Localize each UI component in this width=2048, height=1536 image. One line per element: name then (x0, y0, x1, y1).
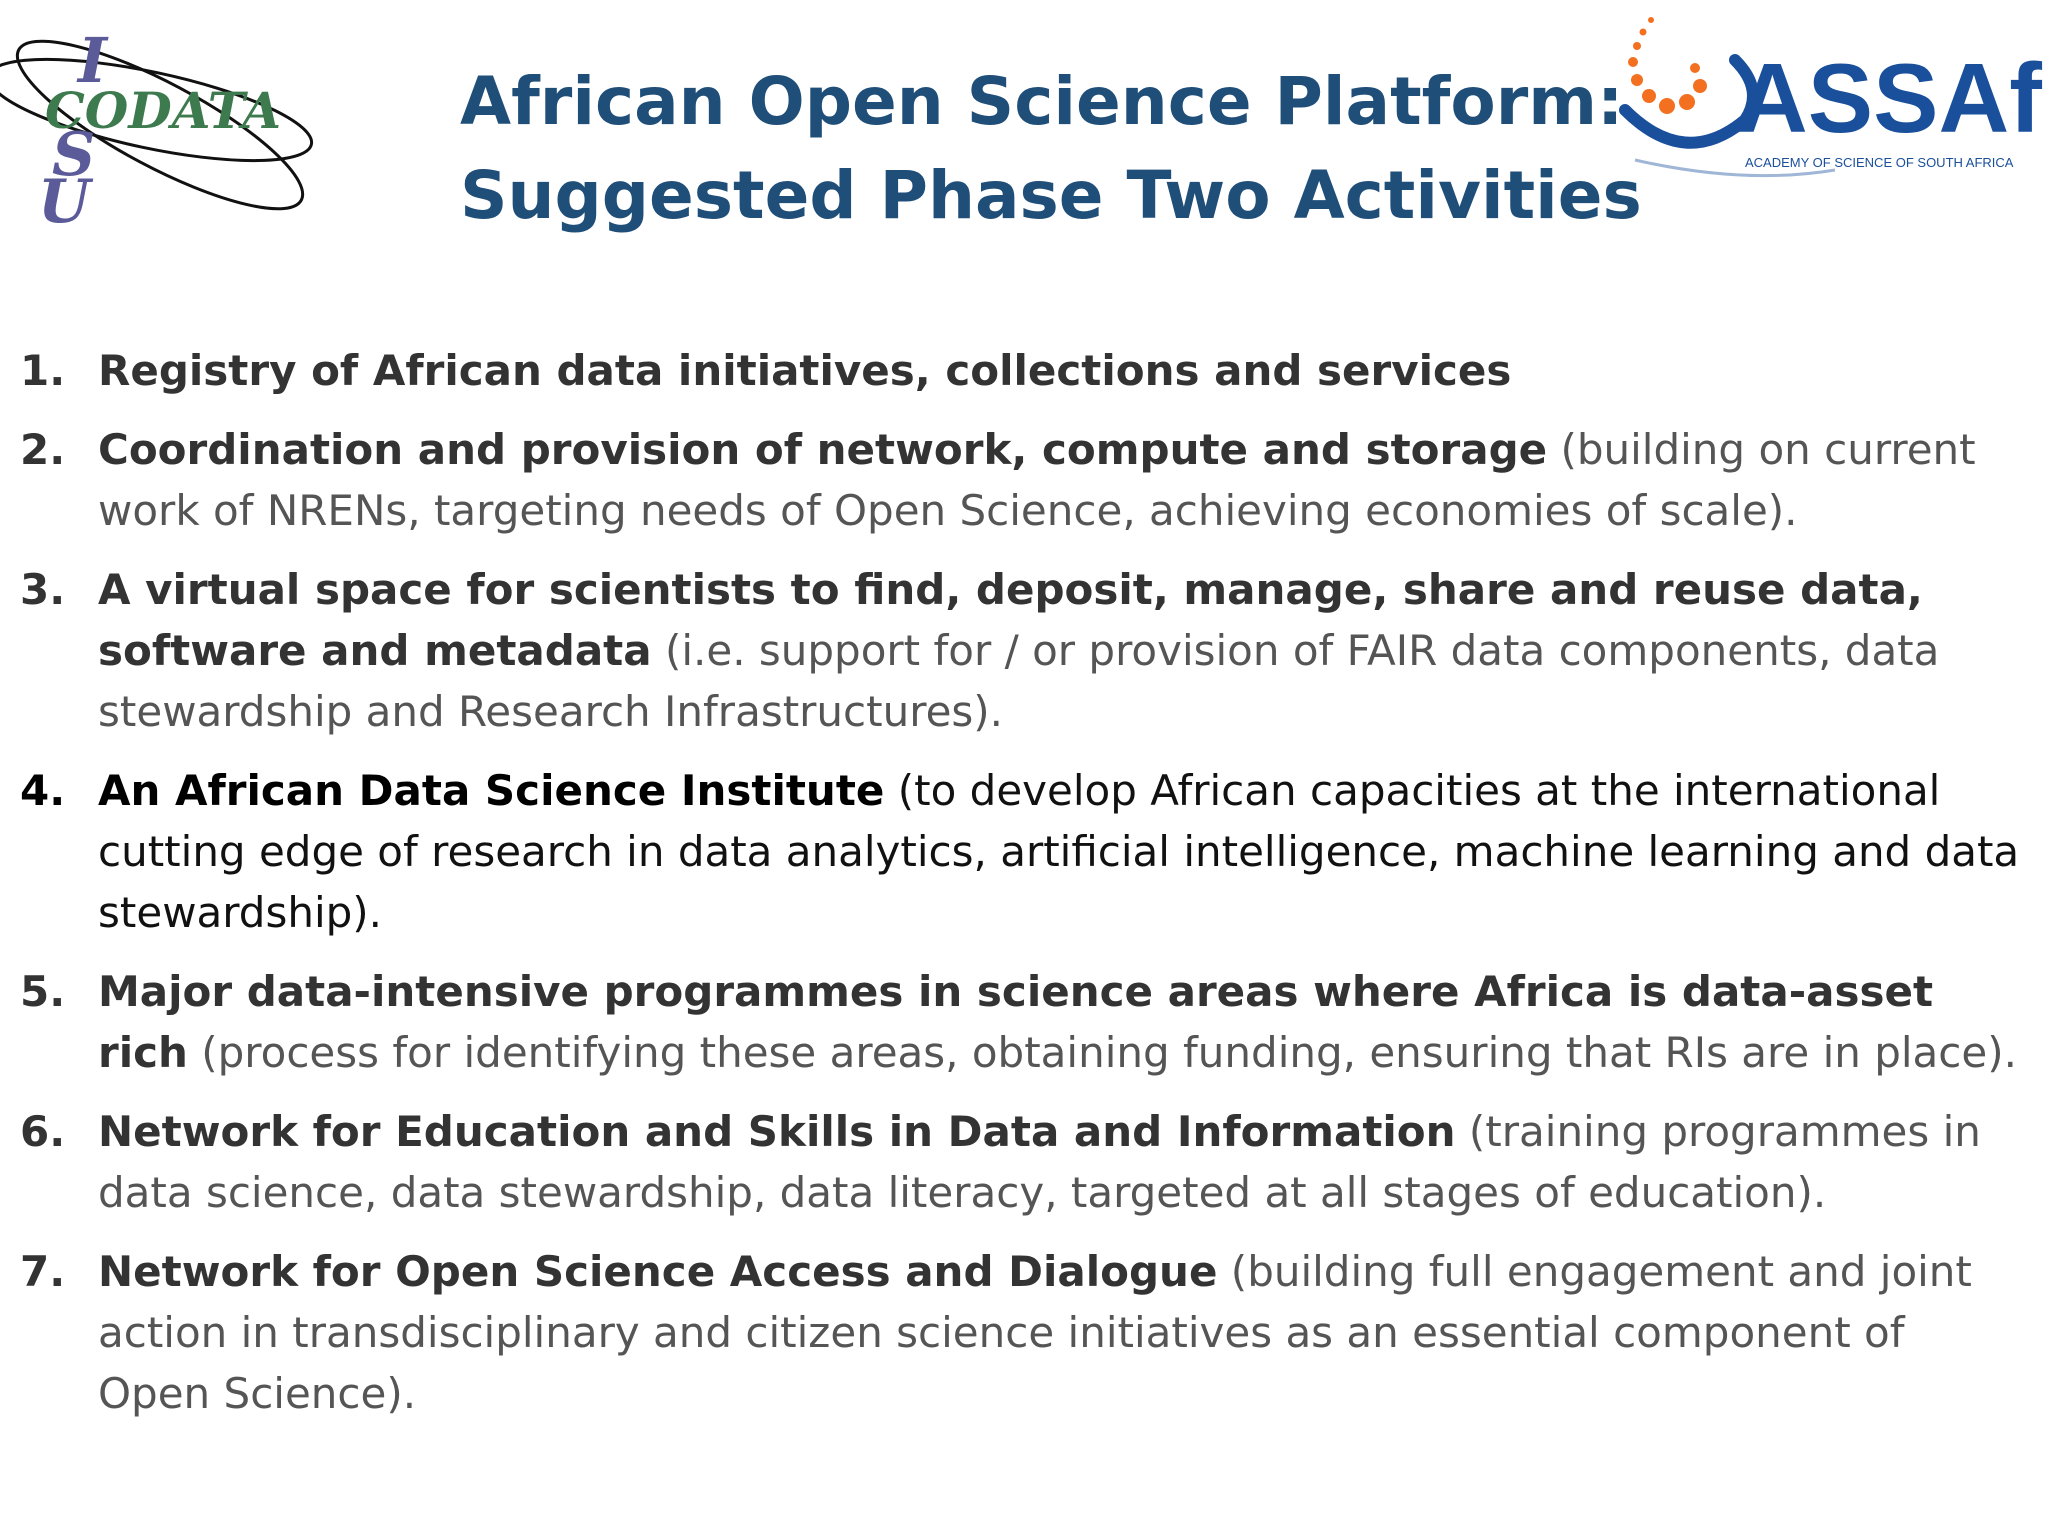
item-number: 2. (20, 425, 66, 474)
icsu-letter-u: U (38, 167, 91, 237)
list-item (20, 340, 2030, 401)
assaf-subtitle: ACADEMY OF SCIENCE OF SOUTH AFRICA (1745, 155, 2014, 170)
item-heading: An African Data Science Institute (98, 766, 885, 815)
title-line-1: African Open Science Platform: (460, 63, 1624, 140)
icsu-letter-i: I (78, 24, 108, 97)
icsu-codata-logo (0, 0, 320, 250)
item-number: 7. (20, 1247, 66, 1296)
codata-wordmark: CODATA (45, 81, 282, 140)
item-number: 6. (20, 1107, 66, 1156)
list-item (20, 760, 2030, 943)
list-item (20, 1101, 2030, 1223)
item-number: 3. (20, 565, 66, 614)
item-heading: Registry of African data initiatives, collections and services (98, 346, 1512, 395)
assaf-logo (1605, 10, 2045, 210)
item-heading: A virtual space for scientists to find, deposit, manage, share and reuse data, software and metadata (98, 565, 1923, 675)
list-item (20, 1241, 2030, 1424)
item-number: 4. (20, 766, 66, 815)
page-title (460, 55, 1642, 243)
item-heading: Coordination and provision of network, compute and storage (98, 425, 1548, 474)
item-heading: Network for Education and Skills in Data and Information (98, 1107, 1456, 1156)
assaf-dots-icon (1628, 17, 1707, 114)
item-number: 5. (20, 967, 66, 1016)
item-description: (i.e. support for / or provision of FAIR data components, data stewardship and Research Infrastructures). (98, 626, 1940, 736)
item-description: (building on current work of NRENs, targeting needs of Open Science, achieving economies of scale). (98, 425, 1976, 535)
list-item (20, 419, 2030, 541)
title-line-2: Suggested Phase Two Activities (460, 157, 1642, 234)
assaf-wordmark: ASSAf (1737, 43, 2042, 153)
activities-list (20, 340, 2030, 1442)
item-description: (training programmes in data science, data stewardship, data literacy, targeted at all stages of education). (98, 1107, 1981, 1217)
item-description: (to develop African capacities at the international cutting edge of research in data analytics, artificial intelligence, machine learning and data stewardship). (98, 766, 2020, 937)
item-heading: Network for Open Science Access and Dialogue (98, 1247, 1218, 1296)
item-description: (building full engagement and joint action in transdisciplinary and citizen science initiatives as an essential component of Open Science). (98, 1247, 1972, 1418)
item-heading: Major data-intensive programmes in science areas where Africa is data-asset rich (98, 967, 1934, 1077)
list-item (20, 559, 2030, 742)
list-item (20, 961, 2030, 1083)
item-description: (process for identifying these areas, obtaining funding, ensuring that RIs are in place). (187, 1028, 2017, 1077)
item-number: 1. (20, 346, 66, 395)
icsu-letter-s: S (52, 120, 96, 190)
